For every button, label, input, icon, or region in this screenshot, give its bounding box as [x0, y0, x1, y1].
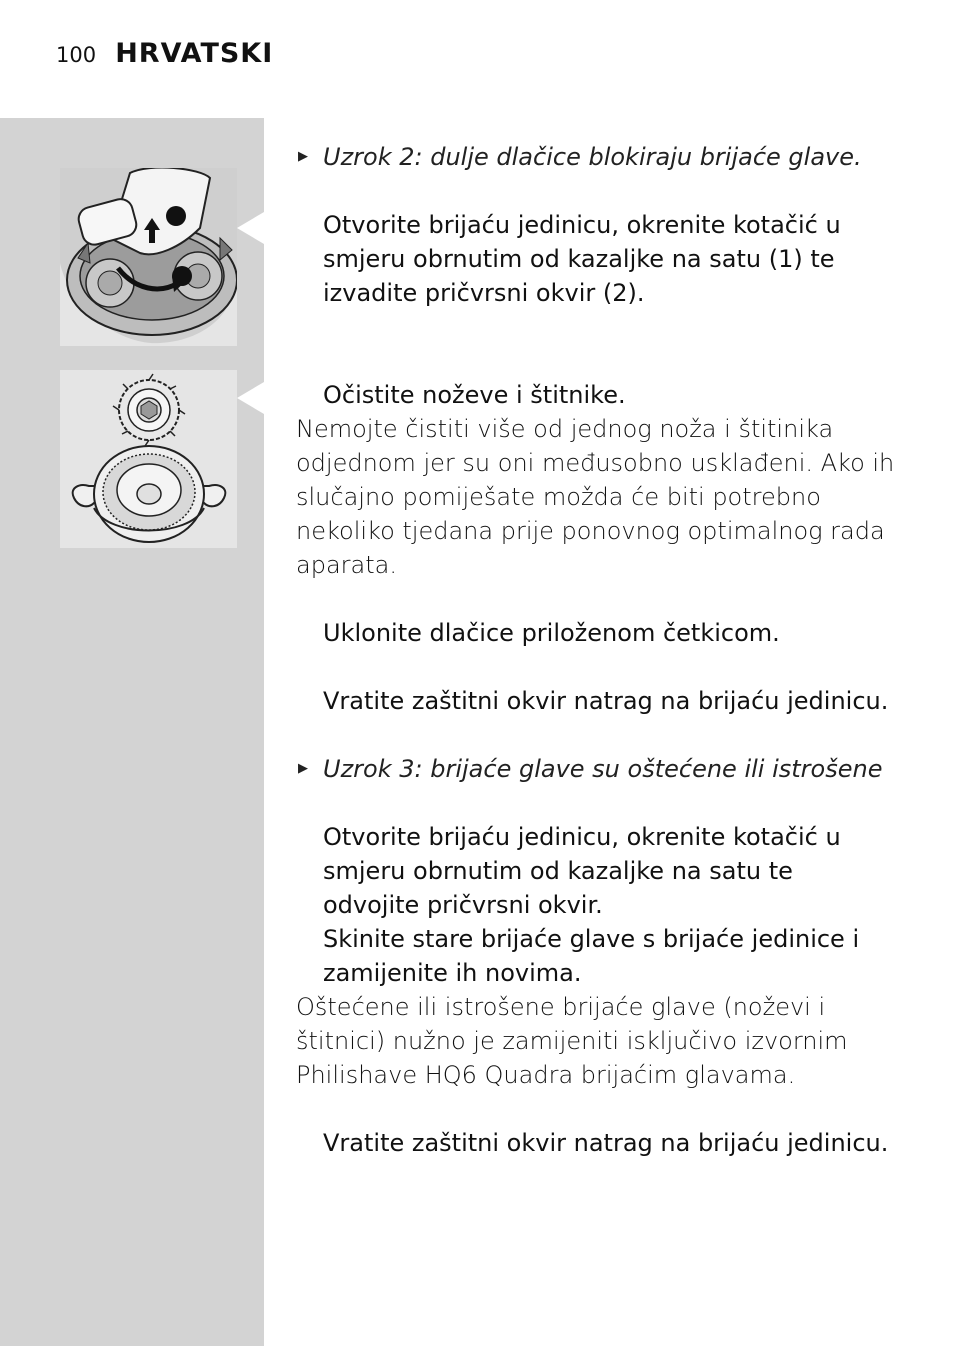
step-open-unit-2: Otvorite brijaću jedinicu, okrenite kotačić u smjeru obrnutim od kazaljke na satu te odvojite pričvrsni okvir.	[323, 823, 841, 919]
shaving-unit-illustration	[60, 168, 237, 346]
cutter-guard-illustration	[60, 370, 237, 548]
page-number: 100	[56, 43, 97, 67]
bullet-marker-icon: ▶	[298, 149, 308, 164]
page-header	[56, 38, 273, 69]
step-remove-hairs: Uklonite dlačice priloženom četkicom.	[323, 619, 780, 647]
note-original-heads: Oštećene ili istrošene brijaće glave (noževi i štitnici) nužno je zamijeniti isključivo izvornim Philishave HQ6 Quadra brijaćim glavama.	[296, 993, 848, 1089]
step-replace-frame-2: Vratite zaštitni okvir natrag na brijaću jedinicu.	[323, 1129, 889, 1157]
cause-3-bullet	[296, 752, 896, 786]
step-clean-cutters: Očistite noževe i štitnike.	[323, 381, 626, 409]
bullet-marker-icon: ▶	[298, 761, 308, 776]
cause-3-text: Uzrok 3: brijaće glave su oštećene ili istrošene	[323, 755, 883, 783]
figure-pointer	[237, 382, 264, 414]
cutter-guard-figure	[60, 370, 237, 548]
instructions-column	[296, 140, 896, 1160]
step-open-unit: Otvorite brijaću jedinicu, okrenite kotačić u smjeru obrnutim od kazaljke na satu (1) te izvadite pričvrsni okvir (2).	[323, 211, 841, 307]
shaving-unit-open-figure	[60, 168, 237, 346]
cause-2-text: Uzrok 2: dulje dlačice blokiraju brijaće glave.	[323, 143, 862, 171]
note-clean-one-at-a-time: Nemojte čistiti više od jednog noža i štitinika odjednom jer su oni međusobno usklađeni. Ako ih slučajno pomiješate možda će biti potrebno nekoliko tjedana prije ponovnog optimalnog rada aparata.	[296, 415, 895, 579]
figure-pointer	[237, 212, 264, 244]
step-replace-frame: Vratite zaštitni okvir natrag na brijaću jedinicu.	[323, 687, 889, 715]
step-replace-heads: Skinite stare brijaće glave s brijaće jedinice i zamijenite ih novima.	[323, 925, 860, 987]
page-language-title: HRVATSKI	[115, 38, 274, 69]
cause-2-bullet	[296, 140, 896, 174]
